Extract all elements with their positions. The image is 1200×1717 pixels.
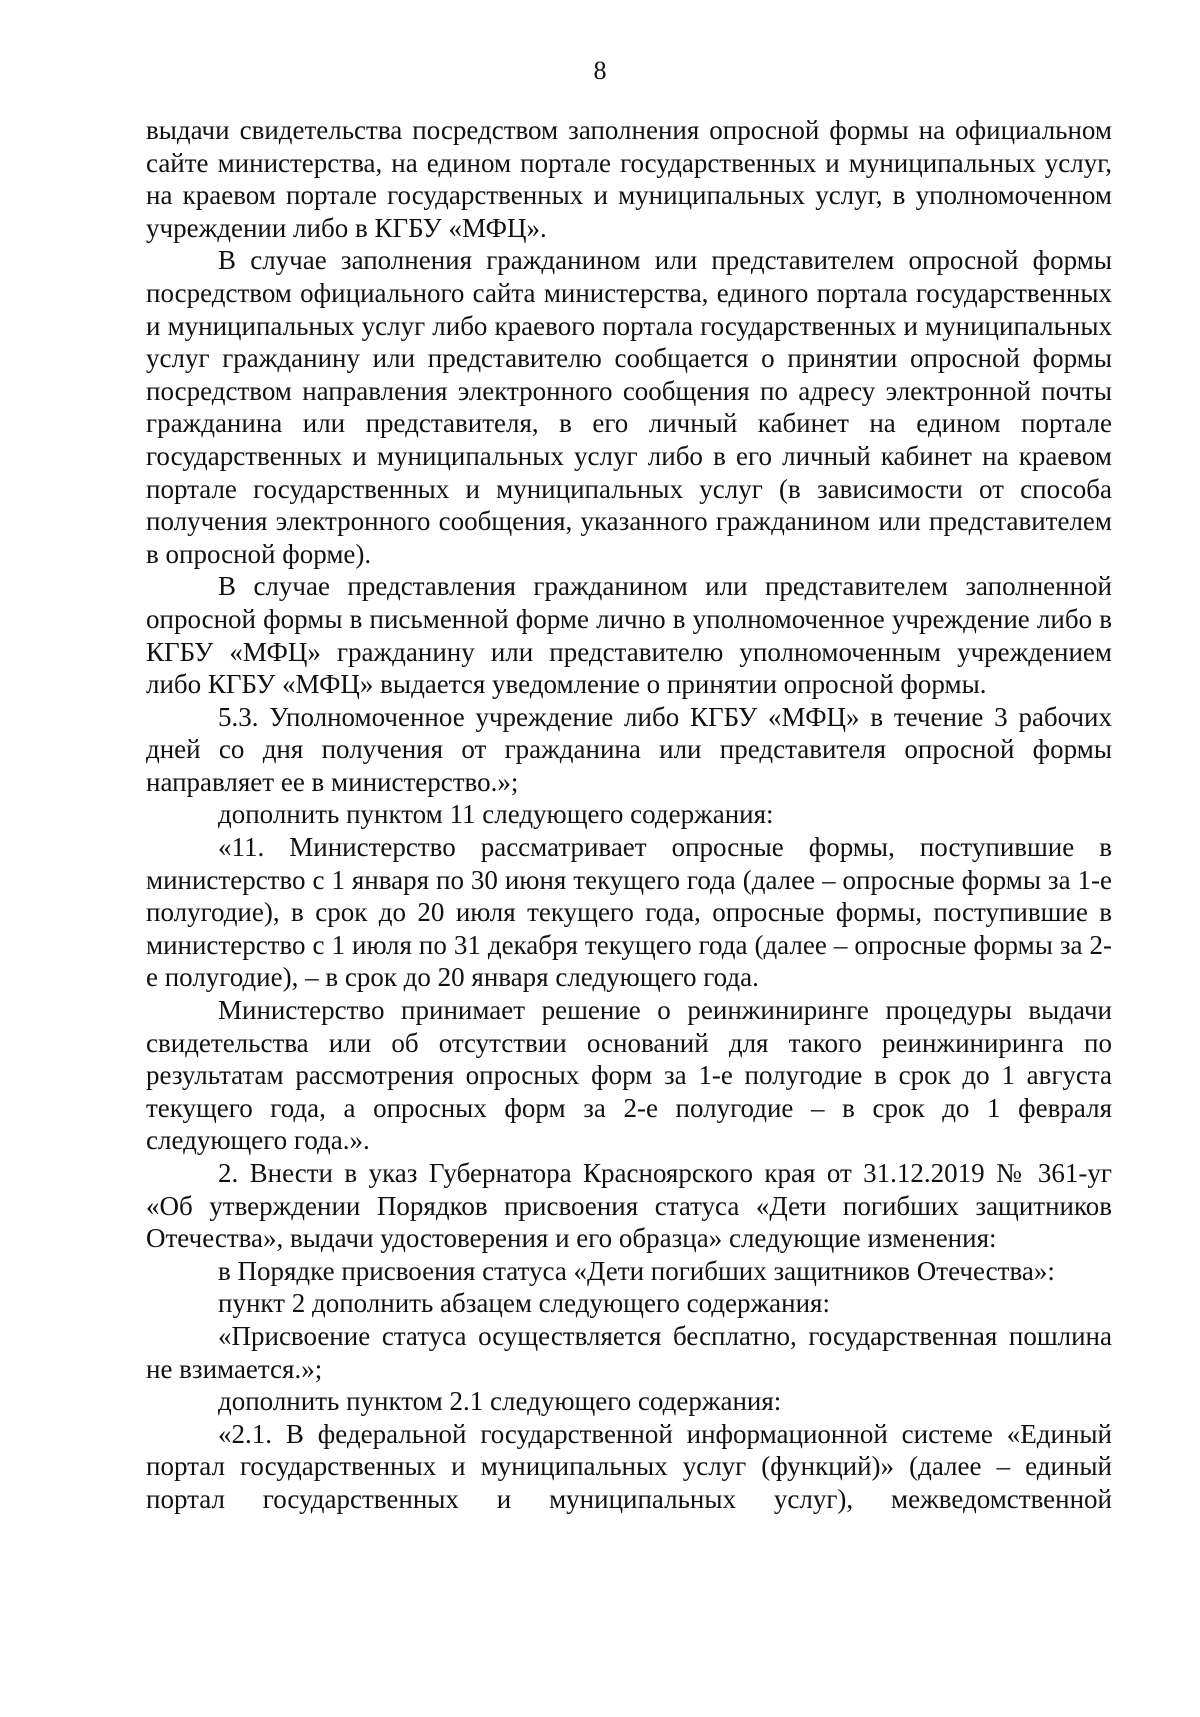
- paragraph-9: в Порядке присвоения статуса «Дети погибших защитников Отечества»:: [218, 1255, 1055, 1286]
- page-number: 8: [593, 56, 607, 85]
- paragraph-2: В случае заполнения гражданином или представителем опросной формы посредством официального сайта министерства, единого портала государственных и муниципальных услуг либо краевого портала государственных и муниципальных услуг гражданину или представителю сообщается о принятии опросной формы посредством направления электронного сообщения по адресу электронной почты гражданина или представителя, в его личный кабинет на едином портале государственных и муниципальных услуг либо в его личный кабинет на краевом портале государственных и муниципальных услуг (в зависимости от способа получения электронного сообщения, указанного гражданином или представителем в опросной форме).: [146, 245, 1112, 569]
- paragraph-10: пункт 2 дополнить абзацем следующего содержания:: [218, 1288, 830, 1319]
- document-body: [146, 114, 1112, 1516]
- paragraph-5: дополнить пунктом 11 следующего содержания:: [218, 799, 774, 830]
- paragraph-13: «2.1. В федеральной государственной информационной системе «Единый портал государственных и муниципальных услуг (функций)» (далее – единый портал государственных и муниципальных услуг), межведомственной: [146, 1418, 1112, 1514]
- paragraph-12: дополнить пунктом 2.1 следующего содержания:: [218, 1386, 782, 1417]
- paragraph-4: 5.3. Уполномоченное учреждение либо КГБУ «МФЦ» в течение 3 рабочих дней со дня получения от гражданина или представителя опросной формы направляет ее в министерство.»;: [146, 701, 1112, 797]
- paragraph-6: «11. Министерство рассматривает опросные формы, поступившие в министерство с 1 января по 30 июня текущего года (далее – опросные формы за 1-е полугодие), в срок до 20 июля текущего года, опросные формы, поступившие в министерство с 1 июля по 31 декабря текущего года (далее – опросные формы за 2-е полугодие), – в срок до 20 января следующего года.: [146, 832, 1112, 993]
- paragraph-1: выдачи свидетельства посредством заполнения опросной формы на официальном сайте министерства, на едином портале государственных и муниципальных услуг, на краевом портале государственных и муниципальных услуг, в уполномоченном учреждении либо в КГБУ «МФЦ».: [146, 115, 1112, 243]
- paragraph-3: В случае представления гражданином или представителем заполненной опросной формы в письменной форме лично в уполномоченное учреждение либо в КГБУ «МФЦ» гражданину или представителю уполномоченным учреждением либо КГБУ «МФЦ» выдается уведомление о принятии опросной формы.: [146, 571, 1112, 700]
- paragraph-7: Министерство принимает решение о реинжиниринге процедуры выдачи свидетельства или об отсутствии оснований для такого реинжиниринга по результатам рассмотрения опросных форм за 1-е полугодие в срок до 1 августа текущего года, а опросных форм за 2-е полугодие – в срок до 1 февраля следующего года.».: [146, 995, 1112, 1156]
- paragraph-8: 2. Внести в указ Губернатора Красноярского края от 31.12.2019 № 361-уг «Об утверждении Порядков присвоения статуса «Дети погибших защитников Отечества», выдачи удостоверения и его образца» следующие изменения:: [146, 1158, 1112, 1254]
- paragraph-11: «Присвоение статуса осуществляется бесплатно, государственная пошлина не взимается.»;: [146, 1320, 1112, 1384]
